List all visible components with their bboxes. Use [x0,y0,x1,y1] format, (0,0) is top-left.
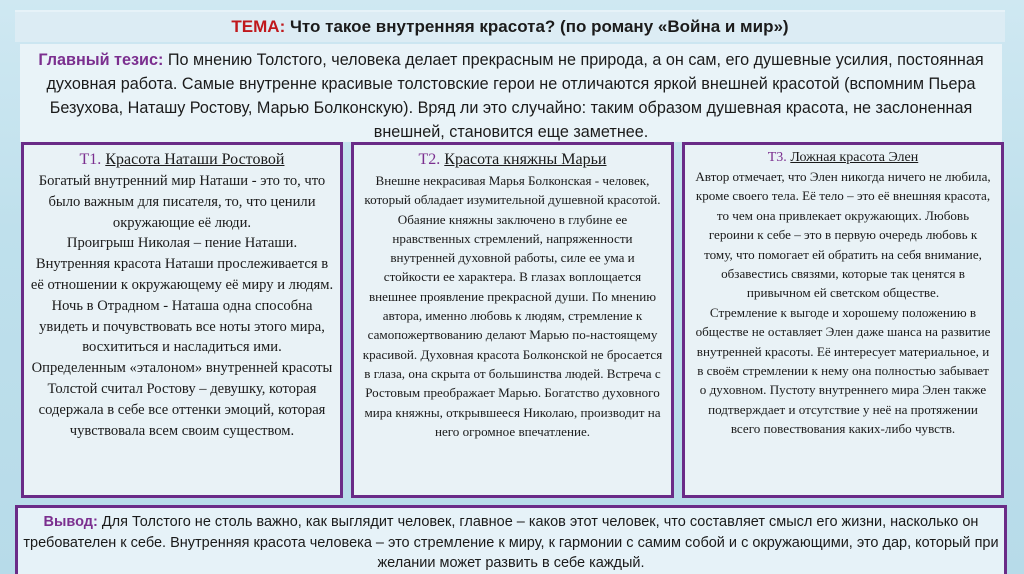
conclusion [15,505,1007,574]
title-text: Что такое внутренняя красота? (по роману «Война и мир») [289,17,789,36]
card-heading [362,149,663,171]
card-number: Т1. [79,151,102,168]
card-paragraph: Внешне некрасивая Марья Болконская - человек, который обладает изумительной душевной красотой. [364,173,661,208]
card-helene [682,142,1004,498]
card-paragraph: Богатый внутренний мир Наташи - это то, что было важным для писателя, то, что ценили окружающие её люди. [38,173,326,231]
card-paragraph: Проигрыш Николая – пение Наташи. [66,235,298,252]
card-title: Красота Наташи Ростовой [105,151,285,168]
card-paragraph: Стремление к выгоде и хорошему положению в обществе не оставляет Элен даже шанса на развитие внутренней красоты. Её интересует материальное, и в своём стремлении к нему она полностью забывает о духовном. Пустоту внутреннего мира Элен также подтверждает и отсутствие у неё на протяжении всего повествования каких-либо чувств. [695,304,991,437]
card-natasha [21,142,343,498]
card-heading [30,149,334,171]
card-paragraph: Определенным «эталоном» внутренней красоты Толстой считал Ростову – девушку, которая содержала в себе все оттенки эмоций, которая чувствовала всем своим существом. [31,360,333,439]
title-tema-label: ТЕМА: [231,17,286,36]
thesis-label: Главный тезис: [38,51,164,69]
thesis-text: По мнению Толстого, человека делает прекрасным не природа, а он сам, его душевные усилия, постоянная духовная работа. Самые внутренне красивые толстовские герои не отличаются яркой внешней красотой (вспомним Пьера Безухова, Наташу Ростову, Марью Болконскую). Вряд ли это случайно: таким образом душевная красота, не заслоненная внешней, становится еще заметнее. [46,51,984,141]
card-number: Т2. [418,151,441,168]
card-paragraph: Внутренняя красота Наташи прослеживается в её отношении к окружающему её миру и людям. [30,256,334,293]
card-title: Ложная красота Элен [790,150,919,165]
card-paragraph: Ночь в Отрадном - Наташа одна способна увидеть и почувствовать все ноты этого мира, восхититься и насладиться ими. [39,297,325,356]
card-heading [693,149,993,167]
card-paragraph: Обаяние княжны заключено в глубине ее нравственных стремлений, напряженности внутренней духовной работы, силе ее ума и стойкости ее характера. В глазах воплощается внешнее проявление прекрасной души. По мнению автора, именно любовь к людям, стремление к самопожертвованию делают Марью по-настоящему красивой. Духовная красота Болконской не бросается в глаза, она скрыта от большинства людей. Встреча с Ростовым преображает Марью. Богатство духовного мира княжны, открывшееся Николаю, производит на него огромное впечатление. [362,211,663,439]
card-marya [351,142,674,498]
main-thesis [20,44,1002,142]
slide-title [15,10,1005,42]
conclusion-text: Для Толстого не столь важно, как выглядит человек, главное – каков этот человек, что составляет смысл его жизни, насколько он требователен к себе. Внутренняя красота человека – это стремление к миру, к гармонии с самим собой и с окружающими, это дар, который при желании может развить в себе каждый. [23,514,999,571]
conclusion-label: Вывод: [43,514,98,530]
card-title: Красота княжны Марьи [444,151,607,168]
card-paragraph: Автор отмечает, что Элен никогда ничего не любила, кроме своего тела. Её тело – это её внешняя красота, то чем она привлекает окружающих. Любовь героини к себе – это в первую очередь любовь к тому, что помогает ей обратить на себя внимание, обзавестись связями, которые так ценятся в привычном ей светском обществе. [695,169,991,301]
card-number: Т3. [767,150,787,165]
